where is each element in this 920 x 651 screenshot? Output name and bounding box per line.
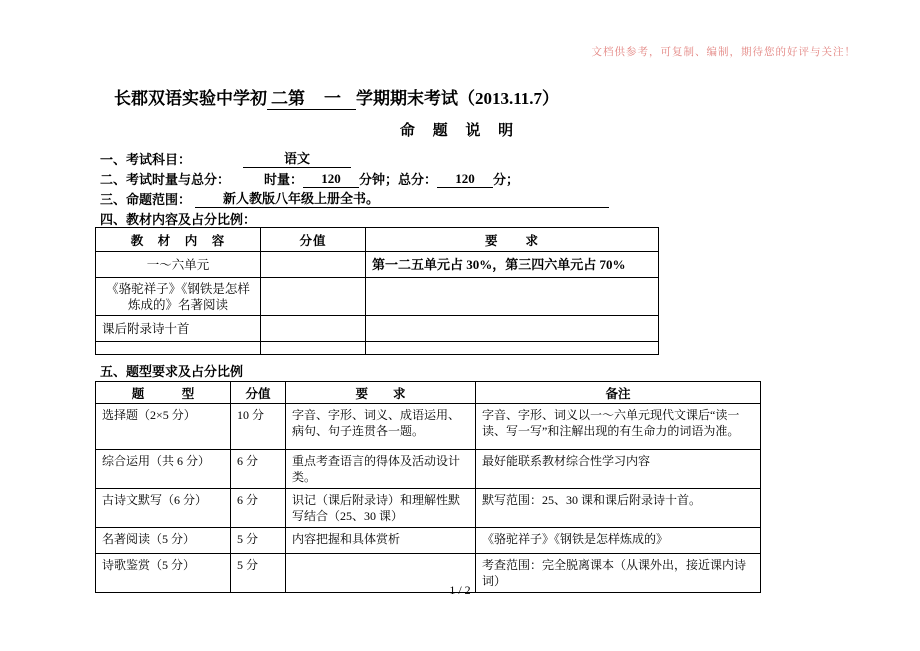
watermark-text: 文档供参考，可复制、编制，期待您的好评与关注！: [591, 47, 856, 58]
question-cell-requirement: 重点考查语言的得体及活动设计类。: [286, 450, 476, 489]
question-cell-note: 默写范围：25、30 课和课后附录诗十首。: [476, 489, 761, 528]
score-unit-label: 分；: [493, 172, 520, 187]
section5-label: 五、题型要求及占分比例: [100, 364, 244, 379]
material-cell-content: 《骆驼祥子》《钢铁是怎样炼成的》名著阅读: [96, 278, 261, 316]
exam-duration-line: [100, 170, 519, 188]
question-header-type: 题 型: [96, 382, 231, 404]
exam-scope-line: [100, 190, 609, 208]
material-header-requirement: 要 求: [366, 228, 659, 252]
question-type-table: [95, 381, 761, 593]
material-cell-score: [261, 342, 366, 355]
material-cell-requirement: [366, 342, 659, 355]
material-cell-score: [261, 252, 366, 278]
question-cell-type: 诗歌鉴赏（5 分）: [96, 554, 231, 593]
question-cell-type: 古诗文默写（6 分）: [96, 489, 231, 528]
question-cell-requirement: 字音、字形、词义、成语运用、病句、句子连贯各一题。: [286, 404, 476, 450]
exam-scope-label: 三、命题范围：: [100, 192, 192, 207]
duration-value: 120: [303, 170, 359, 188]
exam-scope-blank: [195, 190, 609, 208]
exam-scope-value: 新人教版八年级上册全书: [223, 191, 367, 206]
exam-duration-label: 二、考试时量与总分：: [100, 172, 231, 187]
question-cell-score: 5 分: [231, 554, 286, 593]
question-cell-type: 选择题（2×5 分）: [96, 404, 231, 450]
title-school-part: 长郡双语实验中学初: [114, 89, 267, 108]
question-cell-note: 考查范围：完全脱离课本（从课外出，接近课内诗词）: [476, 554, 761, 593]
question-table-row: [96, 489, 761, 528]
material-cell-requirement: [366, 316, 659, 342]
document-title: [114, 84, 559, 110]
material-cell-content: [96, 342, 261, 355]
question-cell-score: 6 分: [231, 489, 286, 528]
material-cell-requirement: [366, 278, 659, 316]
question-cell-score: 5 分: [231, 528, 286, 554]
subtitle-proposition-notes: 命 题 说 明: [399, 123, 521, 139]
exam-subject-label: 一、考试科目：: [100, 152, 192, 167]
question-table-row: [96, 404, 761, 450]
question-header-note: 备注: [476, 382, 761, 404]
exam-scope-period: 。: [366, 191, 380, 206]
section4-heading: [100, 211, 256, 228]
exam-subject-value: 语文: [243, 150, 351, 168]
section5-heading: [100, 363, 243, 380]
question-header-score: 分值: [231, 382, 286, 404]
material-header-content: 教 材 内 容: [96, 228, 261, 252]
question-table-row: [96, 528, 761, 554]
material-table-row: [96, 342, 659, 355]
question-table-row: [96, 450, 761, 489]
title-semester-blank: 一: [309, 84, 356, 110]
title-grade-blank: 二第: [267, 84, 309, 110]
material-cell-score: [261, 316, 366, 342]
section4-label: 四、教材内容及占分比例：: [100, 212, 257, 227]
exam-subject-line: [100, 150, 351, 168]
question-cell-note: 字音、字形、词义以一～六单元现代文课后“读一读、写一写”和注解出现的有生命力的词语为准。: [476, 404, 761, 450]
material-cell-content: 课后附录诗十首: [96, 316, 261, 342]
question-header-requirement: 要 求: [286, 382, 476, 404]
question-cell-type: 综合运用（共 6 分）: [96, 450, 231, 489]
total-score-sublabel: 分钟；总分：: [359, 172, 438, 187]
question-cell-note: 最好能联系教材综合性学习内容: [476, 450, 761, 489]
question-cell-type: 名著阅读（5 分）: [96, 528, 231, 554]
total-score-value: 120: [437, 170, 493, 188]
material-cell-content: 一～六单元: [96, 252, 261, 278]
question-table-header-row: [96, 382, 761, 404]
material-content-table: [95, 227, 659, 355]
page-number: 1 / 2: [449, 583, 471, 597]
question-cell-requirement: 内容把握和具体赏析: [286, 528, 476, 554]
material-table-header-row: [96, 228, 659, 252]
duration-sublabel: 时量：: [264, 172, 304, 187]
material-cell-requirement: 第一二五单元占 30%，第三四六单元占 70%: [366, 252, 659, 278]
material-cell-score: [261, 278, 366, 316]
question-cell-requirement: 识记（课后附录诗）和理解性默写结合（25、30 课）: [286, 489, 476, 528]
question-cell-score: 10 分: [231, 404, 286, 450]
question-cell-score: 6 分: [231, 450, 286, 489]
material-table-row: [96, 252, 659, 278]
material-table-row: [96, 278, 659, 316]
question-cell-note: 《骆驼祥子》《钢铁是怎样炼成的》: [476, 528, 761, 554]
title-exam-part: 学期期末考试（2013.11.7）: [356, 89, 560, 108]
material-table-row: [96, 316, 659, 342]
material-header-score: 分值: [261, 228, 366, 252]
